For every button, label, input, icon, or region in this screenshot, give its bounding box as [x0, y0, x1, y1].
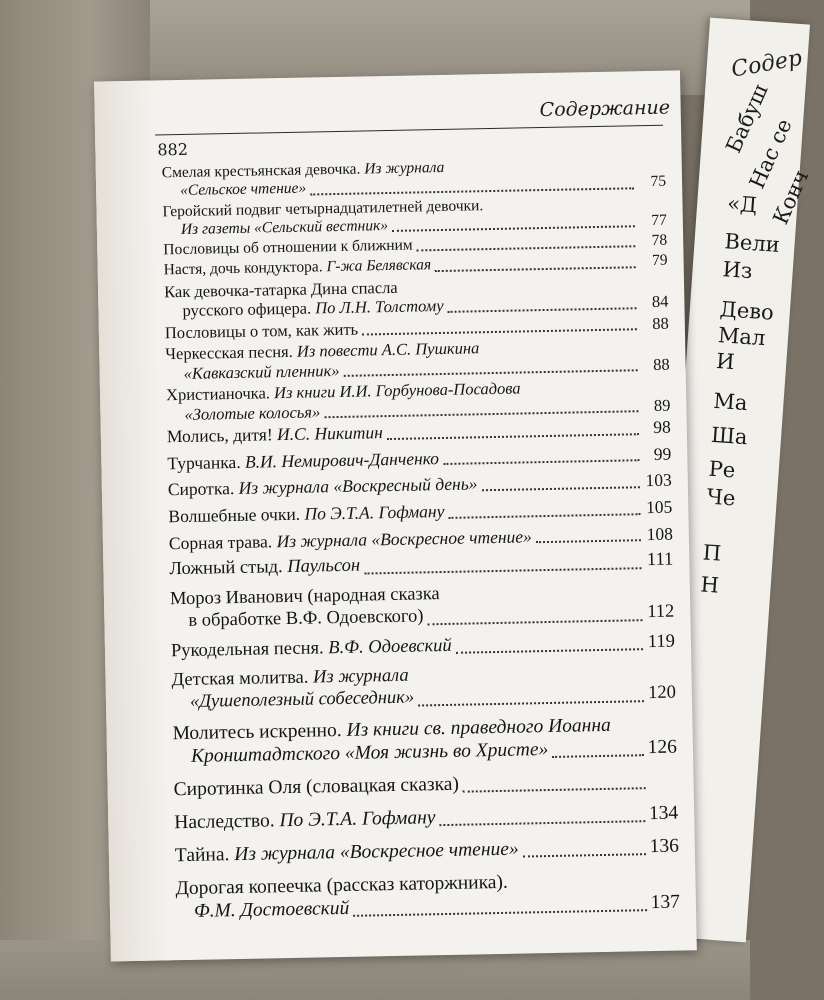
toc-line: [171, 631, 675, 662]
entry-title: Как девочка-татарка Дина спасла: [163, 277, 398, 302]
toc-entry: [168, 470, 672, 500]
entry-page-number: 88: [652, 354, 670, 374]
facing-page-line: Мал: [717, 322, 767, 351]
toc-entry: [165, 335, 670, 384]
entry-page-number: 103: [645, 469, 672, 491]
toc-entry: [171, 661, 676, 714]
facing-page-line: «Д: [726, 191, 758, 218]
toc-entry: [167, 443, 671, 473]
dot-leader: [448, 306, 637, 313]
entry-page-number: 89: [653, 395, 671, 415]
entry-page-number: 137: [650, 891, 681, 914]
entry-title: Христианочка.: [165, 383, 275, 405]
entry-title: Сиротинка Оля (словацкая сказка): [173, 773, 460, 801]
dot-leader: [482, 485, 640, 491]
entry-source: Из книги св. праведного Иоанна: [346, 714, 611, 742]
toc-line: [168, 470, 672, 500]
entry-source: Из журнала «Воскресное чтение»: [234, 838, 519, 866]
entry-title: Черкесская песня.: [165, 341, 298, 364]
toc-entry: [168, 496, 672, 526]
toc-entry: [172, 713, 677, 769]
toc-entry: [173, 769, 677, 802]
dot-leader: [456, 648, 643, 655]
running-head: Содержание: [539, 96, 671, 122]
dot-leader: [428, 618, 643, 625]
toc-entry: [170, 580, 675, 633]
entry-page-number: 108: [646, 523, 674, 544]
dot-leader: [418, 699, 644, 706]
toc-line: [169, 550, 673, 581]
facing-page-line: Конч: [768, 166, 814, 228]
entry-source: Кронштадтского «Моя жизнь во Христе»: [190, 739, 549, 768]
facing-page-line: Вели: [723, 229, 781, 258]
toc-entry: [175, 835, 679, 868]
entry-page-number: 99: [653, 443, 672, 464]
entry-page-number: 119: [647, 631, 676, 652]
entry-title: Дорогая копеечка (рассказ каторжника).: [175, 871, 509, 900]
dot-leader: [448, 512, 640, 519]
toc-line: [168, 496, 672, 526]
entry-source: Из журнала «Воскресное чтение»: [276, 525, 532, 551]
entry-source: «Сельское чтение»: [180, 179, 307, 200]
dot-leader: [353, 908, 646, 917]
toc-line: [174, 802, 678, 835]
entry-title: Молись, дитя!: [166, 424, 278, 447]
toc-entry: [169, 550, 673, 581]
entry-source: Из газеты «Сельский вестник»: [180, 216, 389, 238]
entry-title: Тайна.: [174, 844, 235, 867]
entry-page-number: 79: [651, 252, 668, 270]
dot-leader: [435, 265, 636, 272]
entry-page-number: 75: [650, 172, 667, 191]
facing-page-line: Бабуш: [721, 80, 773, 157]
entry-title: Детская молитва.: [171, 668, 314, 691]
header-rule: [155, 125, 663, 136]
toc-entry: [166, 376, 671, 425]
entry-source: Г-жа Белявская: [326, 256, 432, 276]
facing-page-line: Н: [699, 572, 720, 598]
entry-source: По Э.Т.А. Гофману: [304, 500, 445, 524]
entry-title: русского офицера.: [182, 298, 316, 321]
entry-page-number: 78: [651, 231, 668, 250]
entry-page-number: 77: [651, 211, 667, 229]
facing-page-line: Ре: [707, 456, 737, 483]
dot-leader: [387, 432, 639, 440]
facing-page-line: Из: [721, 257, 754, 284]
facing-page-line: Ма: [712, 388, 749, 416]
toc-entry: [164, 272, 669, 321]
toc-entry: [175, 868, 680, 924]
toc-entry: [171, 631, 675, 662]
entry-page-number: 111: [646, 549, 674, 571]
dot-leader: [324, 409, 638, 418]
facing-page-line: Дево: [719, 297, 775, 325]
entry-source: В.И. Немирович-Данченко: [244, 447, 440, 472]
entry-source: Паульсон: [287, 555, 361, 578]
dot-leader: [364, 566, 641, 574]
entry-source: Ф.М. Достоевский: [193, 898, 350, 922]
entry-page-number: 84: [651, 291, 669, 312]
entry-source: Из журнала: [312, 666, 409, 689]
entry-title: Сиротка.: [167, 478, 239, 500]
facing-page-line: Нас се: [744, 115, 797, 193]
entry-source: Из журнала «Воскресный день»: [238, 473, 478, 499]
entry-page-number: 88: [652, 313, 669, 333]
table-of-contents: [162, 155, 681, 934]
entry-title: Мороз Иванович (народная сказка: [169, 584, 440, 610]
entry-title: Настя, дочь кондуктора.: [163, 258, 327, 279]
book-page: [94, 70, 697, 961]
entry-page-number: 105: [645, 496, 673, 517]
entry-title: Пословицы об отношении к ближним: [163, 236, 413, 259]
entry-page-number: 98: [653, 416, 671, 437]
entry-title: Турчанка.: [167, 451, 246, 473]
page-number: 882: [157, 139, 189, 160]
dot-leader: [417, 245, 636, 252]
entry-title: Геройский подвиг четырнадцатилетней девочки.: [162, 196, 484, 220]
entry-page-number: 126: [647, 736, 678, 759]
entry-page-number: [650, 786, 678, 787]
toc-line: [169, 523, 673, 553]
facing-page-line: Ша: [710, 422, 749, 450]
entry-title: в обработке В.Ф. Одоевского): [188, 606, 424, 631]
entry-source: В.Ф. Одоевский: [328, 635, 452, 658]
facing-page-line: П: [702, 540, 723, 566]
entry-title: Молитесь искренно.: [172, 720, 347, 745]
entry-page-number: 120: [647, 682, 677, 704]
entry-source: По Э.Т.А. Гофману: [279, 807, 436, 832]
toc-line: [167, 443, 671, 473]
dot-leader: [344, 368, 638, 377]
dot-leader: [440, 819, 646, 826]
dot-leader: [310, 186, 634, 195]
toc-line: [175, 835, 679, 868]
entry-title: Волшебные очки.: [168, 503, 305, 527]
facing-page-heading: Содер: [729, 45, 804, 83]
dot-leader: [443, 458, 639, 465]
toc-entry: [169, 523, 673, 553]
entry-title: Рукодельная песня.: [170, 637, 329, 661]
dot-leader: [463, 786, 646, 793]
entry-title: Сорная трава.: [168, 530, 277, 553]
dot-leader: [362, 327, 637, 335]
dot-leader: [536, 538, 641, 543]
toc-line: [173, 769, 677, 802]
facing-page-line: И: [715, 348, 736, 375]
entry-source: И.С. Никитин: [276, 422, 384, 445]
entry-source: Из книги И.И. Горбунова-Посадова: [273, 378, 521, 403]
facing-page-line: Че: [705, 484, 737, 511]
dot-leader: [523, 852, 646, 857]
entry-source: «Золотые колосья»: [184, 401, 321, 424]
entry-title: Пословицы о том, как жить: [164, 319, 359, 342]
entry-source: Из журнала: [364, 158, 445, 178]
entry-page-number: 134: [648, 802, 679, 825]
entry-title: Смелая крестьянская девочка.: [161, 160, 365, 182]
entry-source: «Кавказский пленник»: [183, 360, 340, 383]
dot-leader: [552, 753, 643, 758]
entry-title: Наследство.: [174, 810, 280, 834]
dot-leader: [392, 224, 635, 232]
entry-source: «Душеполезный собеседник»: [189, 687, 415, 713]
toc-entry: [174, 802, 678, 835]
entry-source: По Л.Н. Толстому: [315, 296, 444, 318]
entry-title: Ложный стыд.: [169, 557, 288, 580]
entry-page-number: 112: [647, 601, 675, 622]
entry-source: Из повести А.С. Пушкина: [296, 338, 480, 361]
entry-page-number: 136: [649, 835, 680, 858]
